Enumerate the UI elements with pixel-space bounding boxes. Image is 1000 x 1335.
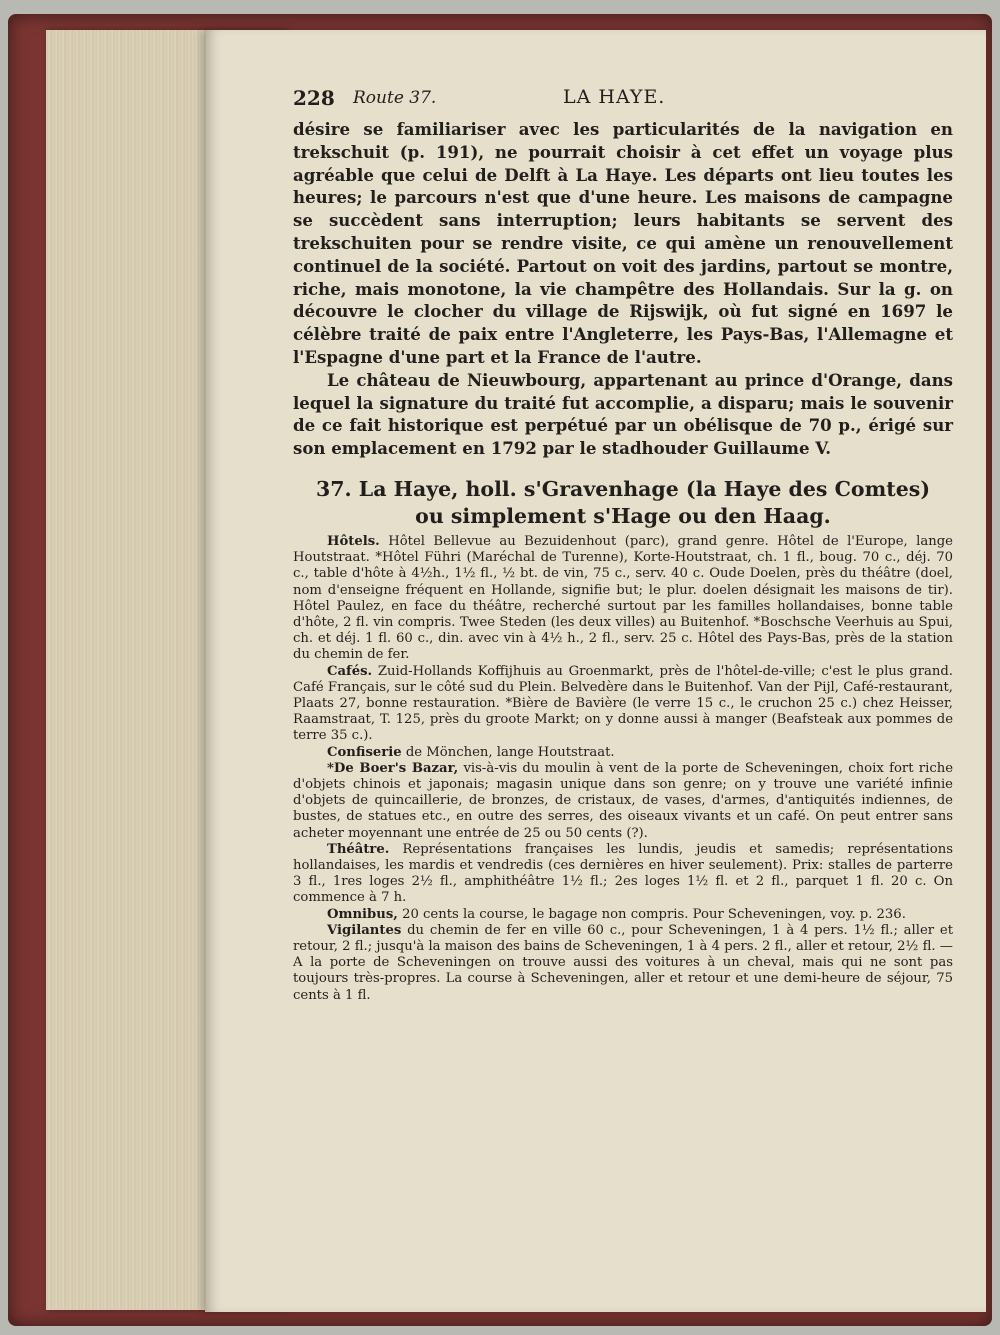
page-text	[293, 84, 953, 1004]
intro-paragraph-1: désire se familiariser avec les particularités de la navigation en trekschuit (p. 191), ne pourrait choisir à cet effet un voyage plus agréable que celui de Delft à La Haye. Les départs ont lieu toutes les heures; le parcours n'est que d'une heure. Les maisons de campagne se succèdent sans interruption; leurs habitants se servent des trekschuiten pour se rendre visite, ce qui amène un renouvellement continuel de la société. Partout on voit des jardins, partout se montre, riche, mais monotone, la vie champêtre des Hollandais. Sur la g. on découvre le clocher du village de Rijswijk, où fut signé en 1697 le célèbre traité de paix entre l'Angleterre, les Pays-Bas, l'Allemagne et l'Espagne d'une part et la France de l'autre.	[293, 119, 953, 367]
entry-bazar	[293, 761, 953, 842]
section-place: La Haye,	[358, 476, 459, 501]
route-label: Route 37.	[353, 88, 437, 108]
entry-label: Hôtels.	[327, 533, 380, 549]
entry-text: de Mönchen, lange Houtstraat.	[405, 744, 615, 760]
running-title: LA HAYE.	[563, 86, 666, 108]
entry-hotels	[293, 534, 953, 664]
entry-label: Cafés.	[327, 663, 373, 679]
section-heading-line-1	[293, 476, 953, 503]
entry-label: Confiserie	[327, 744, 402, 760]
entry-text: 20 cents la course, le bagage non compris. Pour Scheveningen, voy. p. 236.	[402, 906, 906, 922]
entry-text: du chemin de fer en ville 60 c., pour Scheveningen, 1 à 4 pers. 1½ fl.; aller et retour, 2 fl.; jusqu'à la maison des bains de Scheveningen, 1 à 4 pers. 2 fl., aller et retour, 2½ fl. — A la porte de Scheveningen on trouve aussi des voitures à un cheval, mais qui ne sont pas toujours très-propres. La course à Scheveningen, aller et retour et une demi-heure de séjour, 75 cents à 1 fl.	[293, 922, 953, 1003]
section-heading-rest: holl. s'Gravenhage (la Haye des Comtes)	[458, 476, 931, 501]
entry-text: Zuid-Hollands Koffijhuis au Groenmarkt, près de l'hôtel-de-ville; c'est le plus grand. Café Français, sur le côté sud du Plein. Belvedère dans le Buitenhof. Van der Pijl, Café-restaurant, Plaats 27, bonne restauration. *Bière de Bavière (le verre 15 c., le cruchon 25 c.) chez Heisser, Raamstraat, T. 125, près du groote Markt; on y donne aussi à manger (Beafsteak aux pommes de terre 35 c.).	[293, 663, 954, 744]
entry-vigilantes	[293, 923, 953, 1004]
running-head	[293, 84, 953, 118]
page-number: 228	[293, 86, 335, 110]
section-heading-line-2: ou simplement s'Hage ou den Haag.	[415, 503, 831, 528]
entry-confiserie	[293, 745, 953, 761]
section-heading	[293, 476, 953, 530]
book-page	[205, 30, 986, 1312]
entry-text: Représentations françaises les lundis, jeudis et samedis; représentations hollandaises, les mardis et vendredis (ces dernières en hiver seulement). Prix: stalles de parterre 3 fl., 1res loges 2½ fl., amphithéâtre 1½ fl.; 2es loges 1½ fl. et 2 fl., parquet 1 fl. 20 c. On commence à 7 h.	[293, 841, 953, 906]
entry-label: Omnibus,	[327, 906, 398, 922]
entry-omnibus	[293, 907, 953, 923]
entry-label: *De Boer's Bazar,	[327, 760, 459, 776]
section-number: 37.	[315, 476, 352, 501]
entry-cafes	[293, 664, 953, 745]
entry-label: Théâtre.	[327, 841, 390, 857]
intro-paragraph-2: Le château de Nieuwbourg, appartenant au prince d'Orange, dans lequel la signature du traité fut accomplie, a disparu; mais le souvenir de ce fait historique est perpétué par un obélisque de 70 p., érigé sur son emplacement en 1792 par le stadhouder Guillaume V.	[293, 369, 953, 459]
entry-label: Vigilantes	[327, 922, 402, 938]
entry-text: vis-à-vis du moulin à vent de la porte de Scheveningen, choix fort riche d'objets chinois et japonais; magasin unique dans son genre; on y trouve une variété infinie d'objets de quincaillerie, de bronzes, de cristaux, de vases, d'armes, d'antiquités indiennes, de bustes, de statues etc., en outre des serres, des oiseaux vivants et un café. On peut entrer sans acheter moyennant une entrée de 25 ou 50 cents (?).	[293, 760, 954, 841]
entry-theatre	[293, 842, 953, 907]
entry-text: Hôtel Bellevue au Bezuidenhout (parc), grand genre. Hôtel de l'Europe, lange Houtstraat. *Hôtel Führi (Maréchal de Turenne), Korte-Houtstraat, ch. 1 fl., boug. 70 c., déj. 70 c., table d'hôte à 4½h., 1½ fl., ½ bt. de vin, 75 c., serv. 40 c. Oude Doelen, près du théâtre (doel, nom d'enseigne fréquent en Hollande, signifie but; le plur. doelen désignait les maisons de tir). Hôtel Paulez, en face du théâtre, recherché surtout par les familles hollandaises, bonne table d'hôte, 2 fl. vin compris. Twee Steden (les deux villes) au Buitenhof. *Boschsche Veerhuis au Spui, ch. et déj. 1 fl. 60 c., din. avec vin à 4½ h., 2 fl., serv. 25 c. Hôtel des Pays-Bas, près de la station du chemin de fer.	[293, 533, 953, 663]
